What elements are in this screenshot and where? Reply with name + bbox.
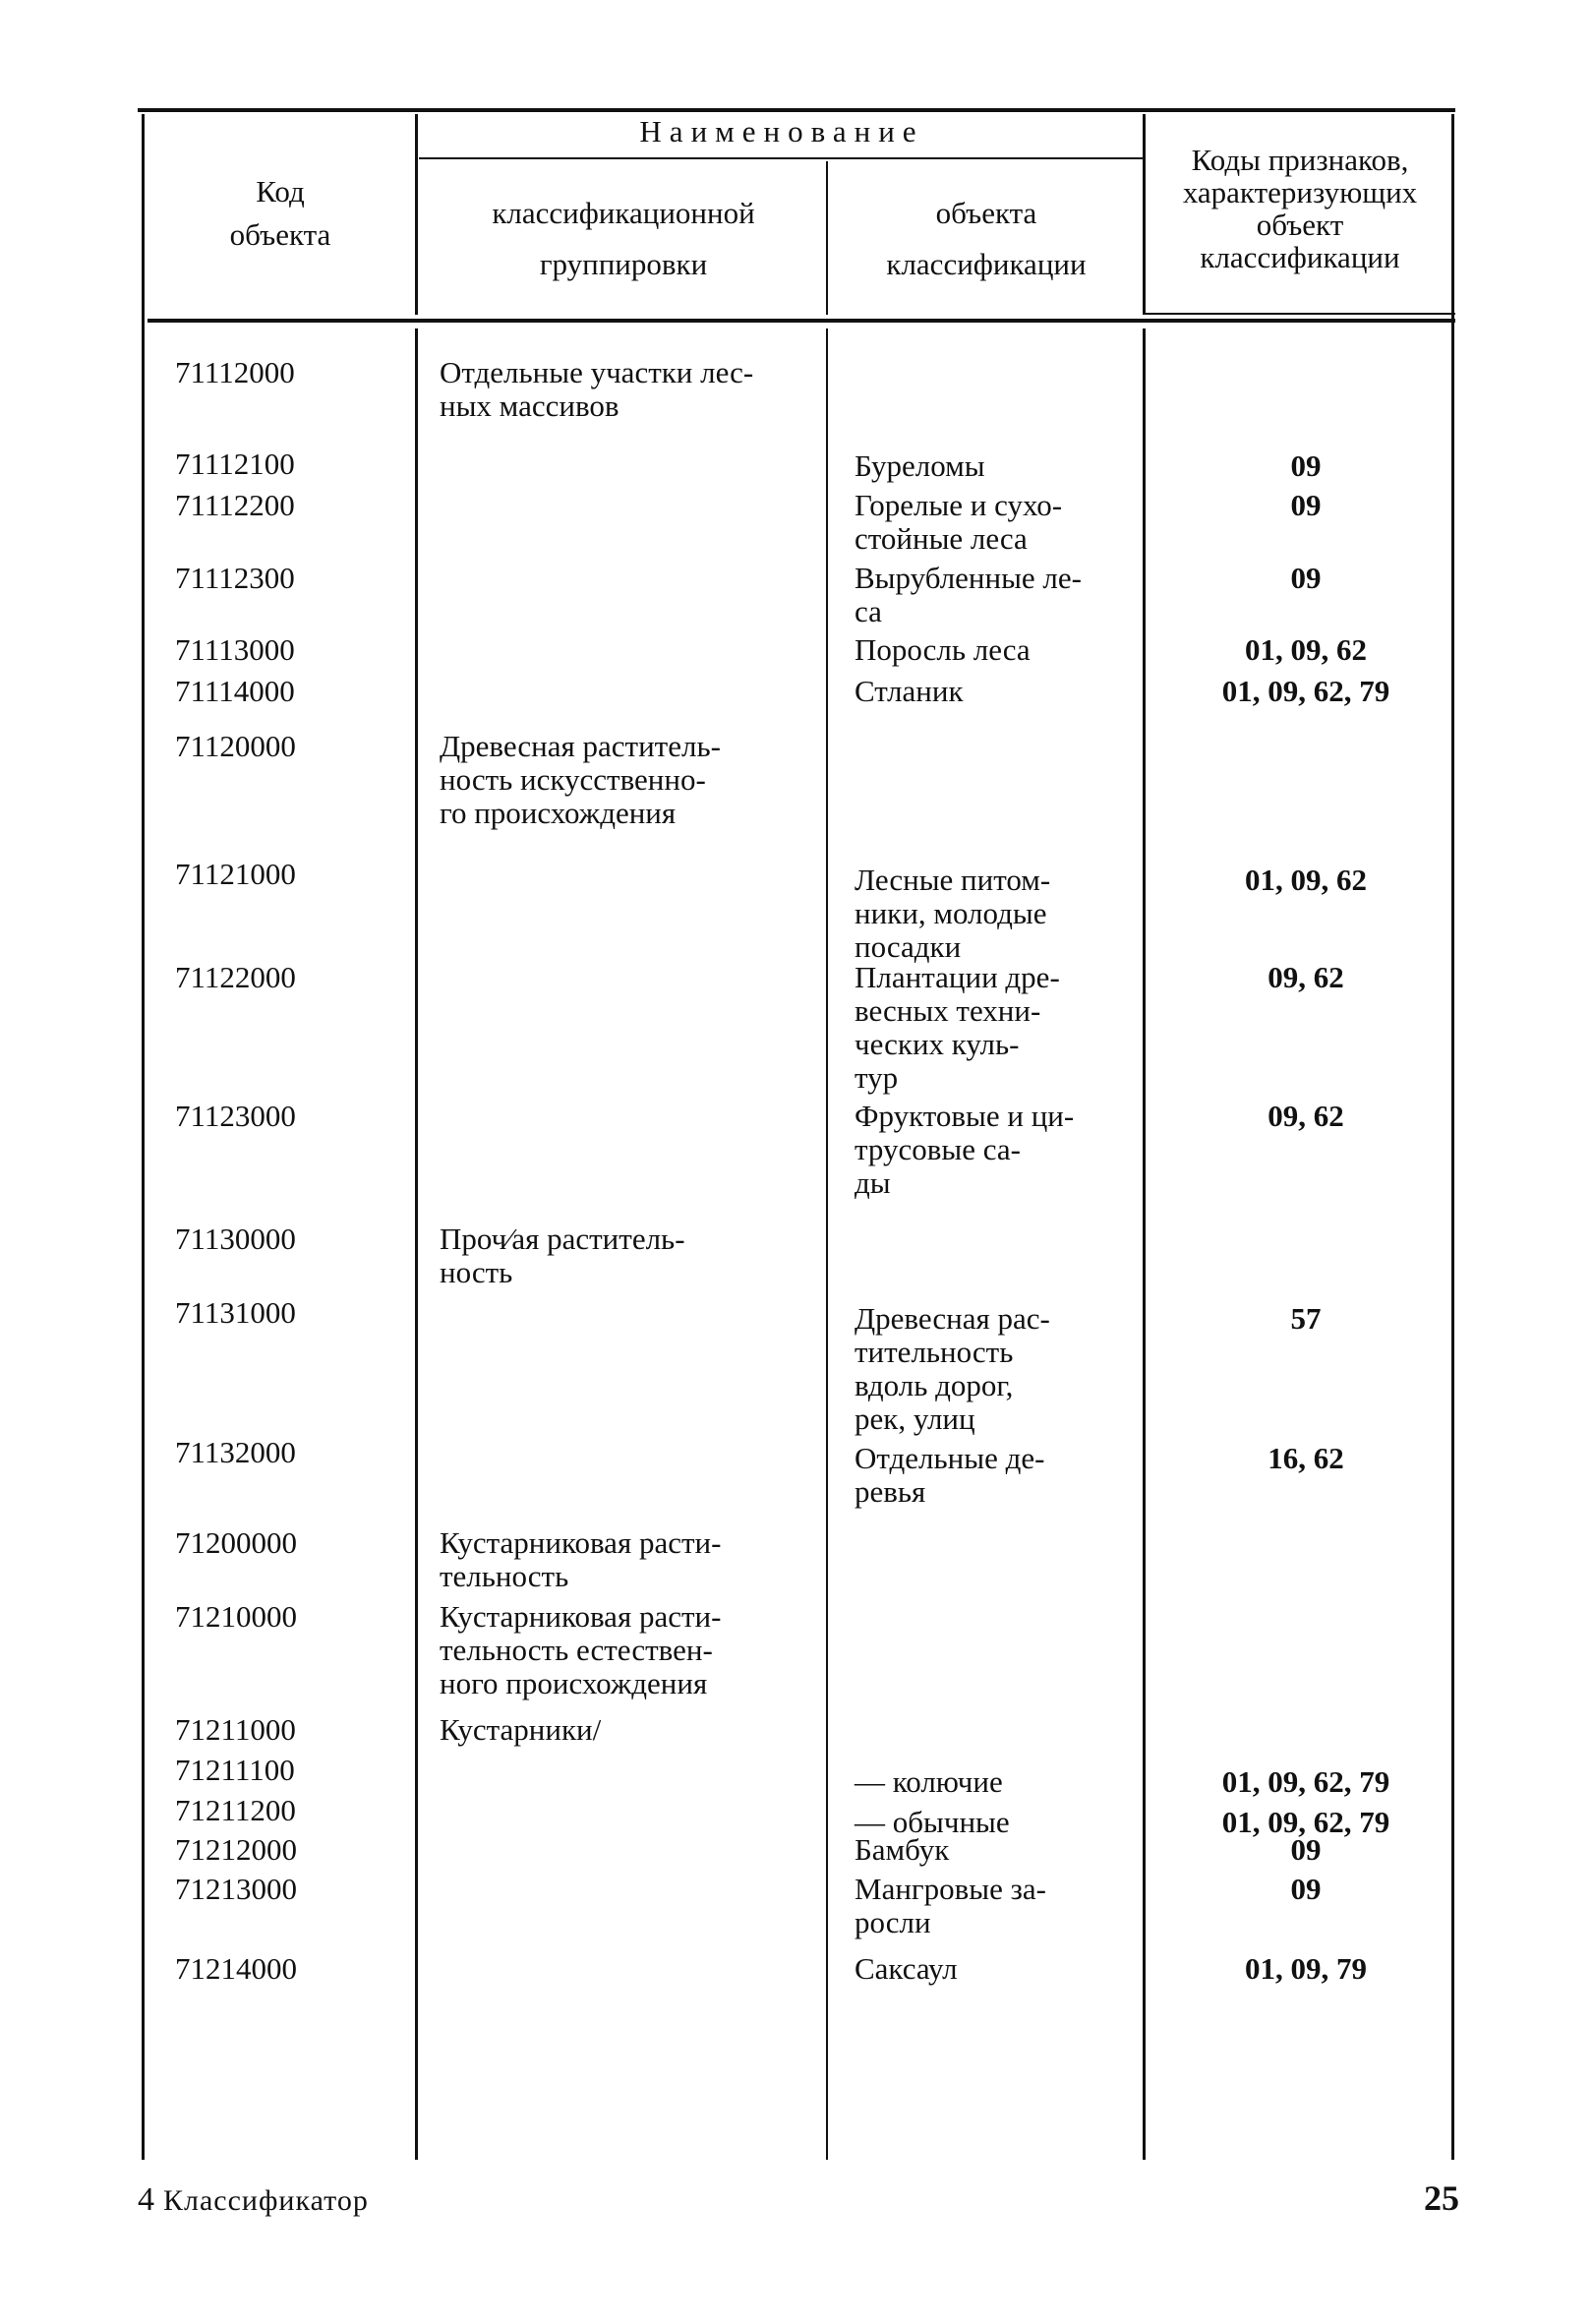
row-attribute-codes: 01, 09, 62, 79 [1221,1805,1390,1839]
row-attribute-codes: 09 [1290,561,1322,595]
row-group-name: Проч⁄ая раститель- ность [440,1222,685,1289]
row-code: 71211000 [175,1712,296,1747]
row-group-name: Кустарниковая расти- тельность [440,1525,722,1593]
table-top-rule [138,108,1455,112]
row-object-name: Мангровые за- росли [855,1872,1046,1939]
header-attrs: Коды признаков, характеризующих объект классификации [1182,143,1418,274]
column-rule-group-header [826,161,828,315]
row-code: 71112200 [175,488,295,522]
row-code: 71123000 [175,1099,296,1133]
naim-divider-rule [419,157,1145,159]
column-rule-group-body [826,328,828,2160]
row-code: 71213000 [175,1872,297,1906]
row-object-name: Поросль леса [855,632,1031,667]
footer-section [138,2181,369,2219]
column-rule-code-body [415,328,418,2160]
row-object-name: Фруктовые и ци- трусовые са- ды [855,1099,1075,1200]
row-code: 71211100 [175,1753,295,1787]
row-object-name: Плантации дре- весных техни- ческих куль- тур [855,960,1060,1095]
row-object-name: Саксаул [855,1951,958,1986]
row-object-name: Горелые и сухо- стойные леса [855,488,1063,556]
row-attribute-codes: 09, 62 [1268,1099,1344,1133]
row-code: 71210000 [175,1599,297,1634]
row-object-name: Древесная рас- тительность вдоль дорог, рек, улиц [855,1301,1050,1436]
column-rule-code [415,114,418,315]
row-attribute-codes: 01, 09, 62 [1245,863,1367,897]
header-code: Код объекта [229,174,331,252]
row-group-name: Кустарниковая расти- тельность естествен- ного происхождения [440,1599,722,1700]
row-code: 71112000 [175,355,295,389]
header-bottom-rule [147,319,1455,323]
footer-section-label: Классификатор [163,2184,369,2217]
row-group-name: Кустарники/ [440,1712,602,1747]
row-code: 71130000 [175,1222,296,1256]
row-group-name: Древесная раститель- ность искусственно- го происхождения [440,729,721,830]
header-group: классификационной группировки [492,196,755,281]
row-attribute-codes: 16, 62 [1268,1441,1344,1475]
row-attribute-codes: 01, 09, 62, 79 [1221,674,1390,708]
row-code: 71132000 [175,1435,296,1469]
row-code: 71200000 [175,1525,297,1560]
row-code: 71112100 [175,447,295,481]
row-attribute-codes: 09, 62 [1268,960,1344,994]
row-object-name: Буреломы [855,448,985,483]
row-attribute-codes: 09 [1290,1832,1322,1867]
codes-header-rule [1145,313,1455,315]
column-rule-object-body [1143,328,1146,2160]
row-code: 71113000 [175,632,295,667]
row-object-name: — обычные [855,1805,1010,1839]
row-object-name: Лесные питом- ники, молодые посадки [855,863,1051,964]
column-rule-left [142,114,145,2160]
row-attribute-codes: 01, 09, 62, 79 [1221,1764,1390,1799]
row-attribute-codes: 01, 09, 79 [1245,1951,1367,1986]
row-attribute-codes: 09 [1290,488,1322,522]
row-code: 71122000 [175,960,296,994]
row-code: 71211200 [175,1793,296,1827]
row-code: 71121000 [175,857,296,891]
row-code: 71214000 [175,1951,297,1986]
row-code: 71114000 [175,674,295,708]
page-number: 25 [1424,2178,1459,2218]
row-attribute-codes: 09 [1290,1872,1322,1906]
row-code: 71212000 [175,1832,297,1867]
row-attribute-codes: 01, 09, 62 [1245,632,1367,667]
row-code: 71131000 [175,1295,296,1330]
row-code: 71112300 [175,561,295,595]
row-group-name: Отдельные участки лес- ных массивов [440,355,754,423]
header-naim: Наименование [639,114,924,149]
row-object-name: Стланик [855,674,964,708]
row-code: 71120000 [175,729,296,763]
header-object: объекта классификации [886,196,1087,281]
row-attribute-codes: 57 [1290,1301,1322,1336]
row-object-name: Бамбук [855,1832,950,1867]
row-object-name: Отдельные де- ревья [855,1441,1045,1509]
row-object-name: Вырубленные ле- са [855,561,1082,628]
footer-section-number: 4 [138,2181,155,2218]
row-attribute-codes: 09 [1290,448,1322,483]
row-object-name: — колючие [855,1764,1003,1799]
